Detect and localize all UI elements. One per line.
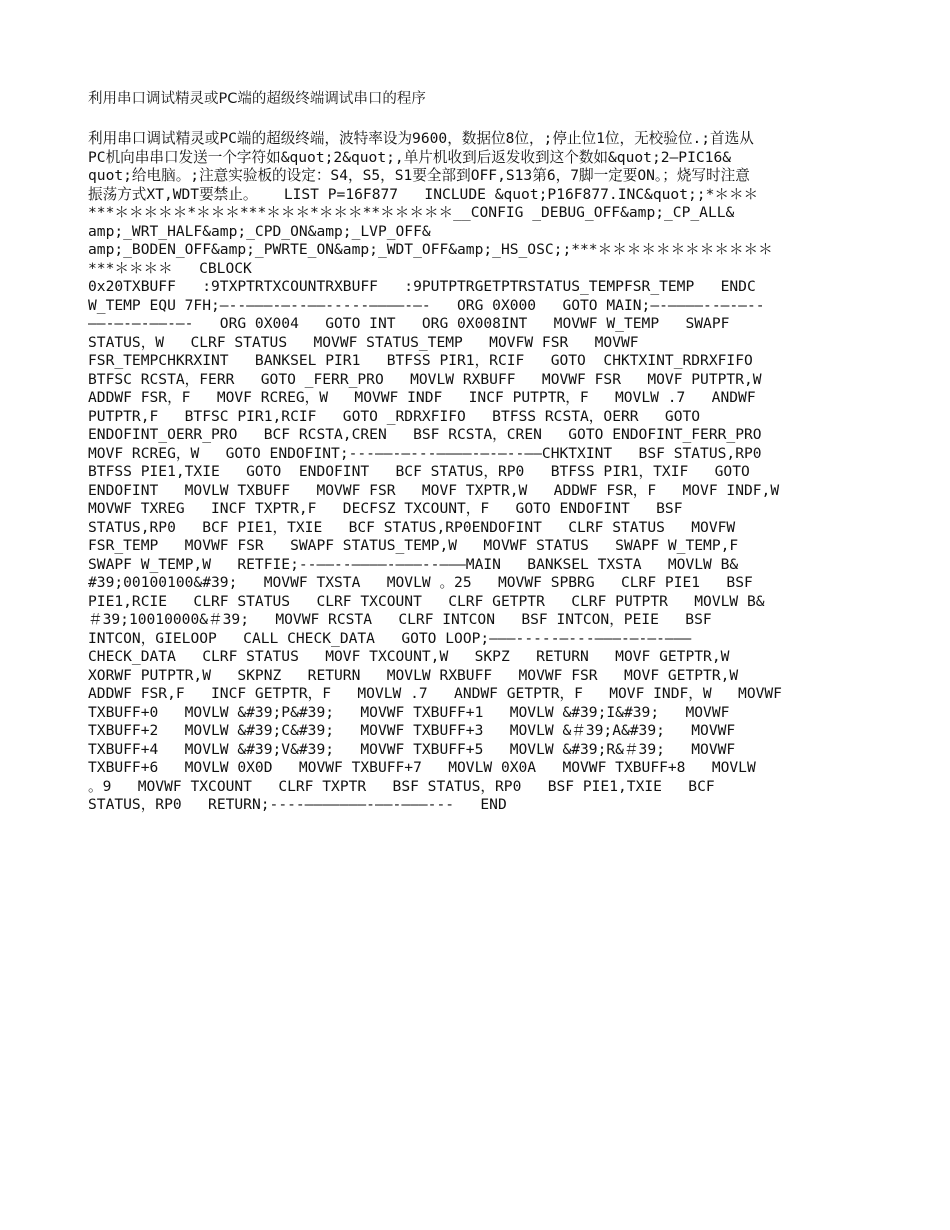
document-line: 振荡方式XT,WDT要禁止。 LIST P=16F877 INCLUDE &quot;P16F877.INC&quot;;*＊＊＊ (88, 185, 759, 203)
document-line: ＃39;10010000&＃39; MOVWF RCSTA CLRF INTCON BSF INTCON，PEIE BSF (88, 611, 712, 628)
document-line: CHECK_DATA CLRF STATUS MOVF TXCOUNT,W SKPZ RETURN MOVF GETPTR,W (88, 648, 730, 665)
document-line: ——-—-—-——-—- ORG 0X004 GOTO INT ORG 0X008INT MOVWF W_TEMP SWAPF (88, 315, 730, 332)
document-line: W_TEMP EQU 7FH;—--———-—--——-----————-—- ORG 0X000 GOTO MAIN;—-————--—-—-- (88, 296, 765, 314)
document-line: FSR_TEMPCHKRXINT BANKSEL PIR1 BTFSS PIR1，RCIF GOTO CHKTXINT_RDRXFIFO (88, 352, 753, 369)
document-line: MOVF RCREG，W GOTO ENDOFINT;---——-—---————-—-—--——CHKTXINT BSF STATUS,RP0 (88, 444, 762, 462)
document-line: quot;给电脑。;注意实验板的设定：S4，S5，S1要全部到OFF,S13第6，7脚一定要ON。；烧写时注意 (88, 167, 750, 184)
document-line: ***＊＊＊＊＊*＊＊＊***＊＊＊*＊＊＊**＊＊＊＊＊__CONFIG _DEBUG_OFF&amp;_CP_ALL& (88, 204, 735, 221)
document-line: FSR_TEMP MOVWF FSR SWAPF STATUS_TEMP,W MOVWF STATUS SWAPF W_TEMP,F (88, 537, 739, 554)
document-line: PC机向串串口发送一个字符如&quot;2&quot;,单片机收到后返发收到这个数如&quot;2—PIC16& (88, 148, 732, 166)
document-line: amp;_WRT_HALF&amp;_CPD_ON&amp;_LVP_OFF& (88, 222, 431, 240)
document-line: ***＊＊＊＊ CBLOCK (88, 259, 252, 277)
document-line: ENDOFINT MOVLW TXBUFF MOVWF FSR MOVF TXPTR,W ADDWF FSR，F MOVF INDF,W (88, 481, 780, 499)
document-line: STATUS,RP0 BCF PIE1，TXIE BCF STATUS,RP0ENDOFINT CLRF STATUS MOVFW (88, 518, 736, 536)
document-line: XORWF PUTPTR,W SKPNZ RETURN MOVLW RXBUFF MOVWF FSR MOVF GETPTR,W (88, 666, 739, 684)
document-line: BTFSC RCSTA，FERR GOTO _FERR_PRO MOVLW RXBUFF MOVWF FSR MOVF PUTPTR,W (88, 370, 762, 388)
document-line: ENDOFINT_OERR_PRO BCF RCSTA,CREN BSF RCSTA，CREN GOTO ENDOFINT_FERR_PRO (88, 426, 762, 443)
document-line: TXBUFF+6 MOVLW 0X0D MOVWF TXBUFF+7 MOVLW 0X0A MOVWF TXBUFF+8 MOVLW (88, 759, 756, 776)
document-line: STATUS，RP0 RETURN;----———————-——-———--- END (88, 796, 507, 813)
document-line: 0x20TXBUFF :9TXPTRTXCOUNTRXBUFF :9PUTPTRGETPTRSTATUS_TEMPFSR_TEMP ENDC (88, 278, 756, 295)
document-line: 利用串口调试精灵或PC端的超级终端，波特率设为9600，数据位8位，;停止位1位，无校验位.;首选从 (88, 130, 754, 147)
document-body (88, 130, 864, 815)
document-line: PUTPTR,F BTFSC PIR1,RCIF GOTO _RDRXFIFO BTFSS RCSTA，OERR GOTO (88, 407, 701, 425)
document-line: #39;00100100&#39; MOVWF TXSTA MOVLW 。25 MOVWF SPBRG CLRF PIE1 BSF (88, 574, 753, 591)
document-line: BTFSS PIE1,TXIE GOTO ENDOFINT BCF STATUS，RP0 BTFSS PIR1，TXIF GOTO (88, 463, 750, 480)
document-line: INTCON，GIELOOP CALL CHECK_DATA GOTO LOOP;———-----—---———-—-—-——— (88, 629, 692, 647)
document-line: STATUS，W CLRF STATUS MOVWF STATUS_TEMP MOVFW FSR MOVWF (88, 333, 639, 351)
document-line: TXBUFF+4 MOVLW &#39;V&#39; MOVWF TXBUFF+5 MOVLW &#39;R&＃39; MOVWF (88, 740, 736, 758)
document-line: MOVWF TXREG INCF TXPTR,F DECFSZ TXCOUNT，F GOTO ENDOFINT BSF (88, 500, 683, 517)
document-line: amp;_BODEN_OFF&amp;_PWRTE_ON&amp;_WDT_OFF&amp;_HS_OSC;;***＊＊＊＊＊＊＊＊＊＊＊＊ (88, 241, 773, 258)
document-line: 。9 MOVWF TXCOUNT CLRF TXPTR BSF STATUS，RP0 BSF PIE1,TXIE BCF (88, 777, 715, 795)
document-line: TXBUFF+0 MOVLW &#39;P&#39; MOVWF TXBUFF+1 MOVLW &#39;I&#39; MOVWF (88, 703, 730, 721)
document-line: TXBUFF+2 MOVLW &#39;C&#39; MOVWF TXBUFF+3 MOVLW &＃39;A&#39; MOVWF (88, 722, 736, 739)
document-line: SWAPF W_TEMP,W RETFIE;--——--————-———--———MAIN BANKSEL TXSTA MOVLW B& (88, 555, 739, 573)
document-title: 利用串口调试精灵或PC端的超级终端调试串口的程序 (88, 91, 426, 107)
document-line: ADDWF FSR,F INCF GETPTR，F MOVLW .7 ANDWF GETPTR，F MOVF INDF，W MOVWF (88, 685, 782, 702)
document-line: PIE1,RCIE CLRF STATUS CLRF TXCOUNT CLRF GETPTR CLRF PUTPTR MOVLW B& (88, 592, 765, 610)
document-line: ADDWF FSR，F MOVF RCREG，W MOVWF INDF INCF PUTPTR，F MOVLW .7 ANDWF (88, 389, 756, 406)
